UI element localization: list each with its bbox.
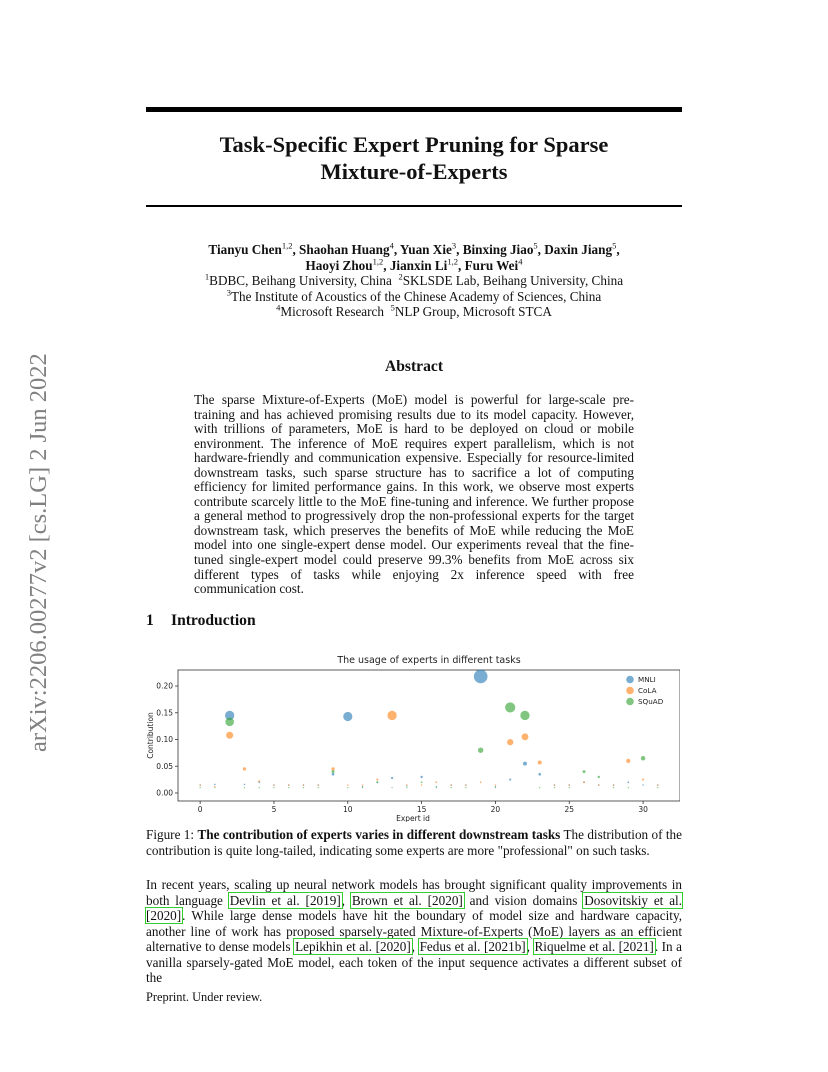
data-point-mnli — [343, 712, 352, 721]
affiliation-stca: NLP Group, Microsoft STCA — [394, 304, 552, 320]
author-affiliation-mark: 5 — [612, 240, 617, 251]
author-affiliation-mark: 1,2 — [372, 256, 384, 267]
data-point-squad — [554, 787, 555, 788]
data-point-cola — [507, 739, 513, 745]
author-line-2: Haoyi Zhou$^{1,2}$, Jianxin Li$^{1,2}$, Furu Wei$^4$ — [305, 256, 523, 273]
caption-rest: The distribution of the contribution is quite long-tailed, indicating some experts are more "professional" on such tasks. — [146, 827, 682, 858]
author-affiliation-mark: 4 — [518, 256, 523, 267]
data-point-cola — [522, 733, 529, 740]
data-point-squad — [214, 787, 215, 788]
affiliation-line-3: $^4$Microsoft Research $^5$NLP Group, Microsoft STCA — [276, 302, 552, 320]
citation-link[interactable]: Devlin et al. [2019] — [229, 892, 341, 908]
caption-label: Figure 1: — [146, 827, 195, 842]
data-point-cola — [657, 784, 659, 786]
x-tick-label: 30 — [638, 805, 648, 814]
data-point-squad — [465, 787, 466, 788]
abstract-text: The sparse Mixture-of-Experts (MoE) model is powerful for large-scale pre-training and has achieved promising results due to its model capacity. However, with trillions of parameters, MoE is hard to be deployed on cloud or mobile environment. The inference of MoE requires expert parallelism, which is not hardware-friendly and communication expensive. Especially for resource-limited downstream tasks, such sparse structure has to sacrifice a lot of computing efficiency for limited performance gains. In this work, we observe most experts contribute scarcely little to the MoE fine-tuning and inference. We further propose a general method to progressively drop the non-professional experts for the target downstream task, which preserves the benefits of MoE while reducing the MoE model into one single-expert dense model. Our experiments reveal that the fine-tuned single-expert model could preserve 99.3% benefits from MoE across six different types of tasks while enjoying 2x inference speed with free communication cost. — [194, 392, 634, 597]
affiliation-sklsde: SKLSDE Lab, Beihang University, China — [402, 273, 624, 289]
data-point-cola — [243, 767, 246, 770]
data-point-squad — [657, 787, 658, 788]
data-point-cola — [406, 784, 408, 786]
data-point-squad — [347, 787, 348, 788]
chart-title: The usage of experts in different tasks — [337, 655, 521, 666]
legend-marker-squad — [626, 698, 634, 706]
data-point-cola — [362, 784, 364, 786]
data-point-cola — [613, 784, 615, 786]
data-point-cola — [347, 784, 349, 786]
data-point-squad — [598, 776, 600, 778]
data-point-mnli — [495, 786, 496, 787]
data-point-mnli — [538, 773, 541, 776]
data-point-squad — [520, 711, 529, 720]
data-point-cola — [554, 784, 556, 786]
data-point-squad — [436, 787, 437, 788]
author-affiliation-mark: 3 — [451, 240, 457, 251]
y-tick-label: 0.15 — [156, 708, 173, 718]
x-tick-label: 25 — [564, 805, 575, 814]
data-point-squad — [569, 787, 570, 788]
x-tick-label: 20 — [490, 805, 501, 814]
citation-link[interactable]: Dosovitskiy et al. [2020] — [146, 892, 683, 923]
data-point-mnli — [391, 777, 393, 779]
data-point-squad — [478, 748, 483, 753]
data-point-cola — [480, 781, 482, 783]
data-point-squad — [318, 787, 319, 788]
x-tick-label: 5 — [271, 805, 277, 814]
data-point-cola — [495, 784, 497, 786]
citation-link[interactable]: Lepikhin et al. [2020] — [295, 939, 411, 954]
data-point-mnli — [436, 786, 437, 787]
data-point-squad — [421, 781, 423, 783]
y-tick-label: 0.00 — [156, 788, 173, 798]
affiliation-line-1: $^1$BDBC, Beihang University, China $^2$SKLSDE Lab, Beihang University, China — [204, 271, 624, 289]
data-point-mnli — [474, 670, 488, 684]
data-point-mnli — [362, 786, 363, 787]
data-point-mnli — [244, 784, 246, 786]
data-point-squad — [332, 770, 335, 773]
legend-label-squad: SQuAD — [638, 697, 664, 706]
author-name: Daxin Jiang — [544, 242, 613, 257]
data-point-cola — [583, 781, 585, 783]
x-tick-label: 0 — [197, 805, 203, 814]
data-point-cola — [626, 759, 630, 763]
affiliation-acoustics: The Institute of Acoustics of the Chinese Academy of Sciences, China — [230, 288, 602, 304]
legend-label-cola: CoLA — [638, 686, 657, 695]
data-point-cola — [226, 732, 233, 739]
arxiv-identifier: arXiv:2206.00277v2 [cs.LG] 2 Jun 2022 — [25, 353, 52, 752]
data-point-squad — [376, 781, 378, 783]
abstract-heading: Abstract — [384, 358, 444, 375]
author-affiliation-mark: 4 — [389, 240, 394, 251]
data-point-cola — [450, 784, 452, 786]
data-point-cola — [435, 781, 437, 783]
author-affiliation-mark: 1,2 — [281, 240, 293, 251]
data-point-cola — [303, 784, 305, 786]
citation-link[interactable]: Fedus et al. [2021b] — [419, 939, 526, 954]
data-point-cola — [421, 784, 423, 786]
title-top-rule — [146, 107, 682, 112]
data-point-squad — [303, 787, 304, 788]
section-title: Introduction — [171, 612, 256, 629]
data-point-mnli — [332, 773, 335, 776]
x-tick-label: 15 — [416, 805, 427, 814]
data-point-squad — [495, 787, 496, 788]
data-point-cola — [642, 779, 644, 781]
data-point-cola — [598, 784, 600, 786]
section-number: 1 — [146, 612, 154, 629]
data-point-squad — [225, 718, 234, 727]
data-point-cola — [318, 784, 320, 786]
data-point-squad — [628, 787, 629, 788]
data-point-mnli — [509, 779, 511, 781]
data-point-cola — [387, 711, 396, 720]
data-point-squad — [288, 787, 289, 788]
data-point-mnli — [420, 776, 422, 778]
data-point-squad — [391, 787, 392, 788]
author-name: Furu Wei — [464, 257, 519, 273]
author-name: Shaohan Huang — [299, 242, 390, 257]
data-point-squad — [505, 702, 515, 712]
data-point-cola — [258, 780, 260, 782]
affiliation-line-2: $^3$The Institute of Acoustics of the Chinese Academy of Sciences, China — [226, 287, 602, 304]
y-tick-label: 0.05 — [156, 761, 173, 771]
figure-caption — [146, 827, 682, 858]
data-point-cola — [199, 784, 201, 786]
data-point-squad — [406, 787, 407, 788]
legend-marker-mnli — [626, 676, 634, 684]
data-point-squad — [613, 787, 614, 788]
data-point-squad — [259, 787, 260, 788]
data-point-cola — [376, 779, 378, 781]
data-point-mnli — [523, 762, 527, 766]
author-name: Binxing Jiao — [462, 242, 534, 257]
title-bottom-rule — [146, 205, 682, 207]
author-affiliation-mark: 5 — [533, 240, 538, 251]
citation-link[interactable]: Riquelme et al. [2021] — [534, 939, 654, 954]
data-point-squad — [362, 787, 363, 788]
data-point-squad — [451, 787, 452, 788]
y-tick-label: 0.10 — [156, 735, 173, 745]
data-point-cola — [214, 786, 215, 787]
author-name: Yuan Xie — [399, 242, 452, 257]
author-affiliation-mark: 1,2 — [447, 256, 458, 267]
y-axis-label: Contribution — [146, 712, 155, 759]
x-tick-label: 10 — [343, 805, 353, 814]
legend-marker-cola — [626, 687, 634, 695]
paper-title — [146, 131, 682, 185]
plot-frame — [178, 670, 680, 801]
page-footer: Preprint. Under review. — [146, 990, 263, 1004]
expert-usage-chart — [144, 650, 680, 822]
section-heading — [146, 612, 256, 630]
author-name: Haoyi Zhou — [305, 257, 373, 273]
data-point-squad — [539, 787, 540, 788]
x-axis-label: Expert id — [396, 814, 430, 822]
affiliation-msr: Microsoft Research — [280, 304, 384, 320]
author-block — [146, 242, 682, 320]
intro-paragraph: In recent years, scaling up neural network models has brought significant quality improvements in both language Devlin et al. [2019], Brown et al. [2020] and vision domains Dosovitskiy et al. [2020]. While large dense models have hit the boundary of model size and hardware capacity, another line of work has proposed sparsely-gated Mixture-of-Experts (MoE) layers as an efficient alternative to dense models Lepikhin et al. [2020], Fedus et al. [2021b], Riquelme et al. [2021]. In a vanilla sparsely-gated MoE model, each token of the input sequence activates a different subset of the — [146, 877, 683, 985]
data-point-cola — [273, 784, 275, 786]
author-name: Tianyu Chen — [208, 242, 282, 257]
data-point-cola — [288, 784, 290, 786]
data-point-squad — [273, 787, 274, 788]
title-line-1: Task-Specific Expert Pruning for Sparse — [219, 132, 609, 157]
data-point-cola — [569, 784, 571, 786]
title-line-2: Mixture-of-Experts — [320, 159, 508, 184]
data-point-cola — [538, 760, 542, 764]
data-point-mnli — [214, 784, 216, 786]
author-line-1: Tianyu Chen$^{1,2}$, Shaohan Huang$^4$, Yuan Xie$^3$, Binxing Jiao$^5$, Daxin Jiang$^5$, — [208, 240, 620, 257]
data-point-mnli — [627, 781, 629, 783]
data-point-squad — [583, 770, 586, 773]
citation-link[interactable]: Brown et al. [2020] — [351, 892, 463, 908]
affiliation-bdbc: BDBC, Beihang University, China — [209, 273, 392, 289]
caption-bold: The contribution of experts varies in different downstream tasks — [197, 827, 561, 842]
author-name: Jianxin Li — [389, 257, 448, 273]
data-point-squad — [244, 787, 245, 788]
data-point-squad — [200, 787, 201, 788]
data-point-mnli — [642, 784, 644, 786]
data-point-squad — [641, 756, 646, 761]
legend-label-mnli: MNLI — [638, 675, 656, 684]
data-point-cola — [465, 784, 467, 786]
data-point-cola — [331, 767, 334, 770]
y-tick-label: 0.20 — [156, 681, 173, 691]
